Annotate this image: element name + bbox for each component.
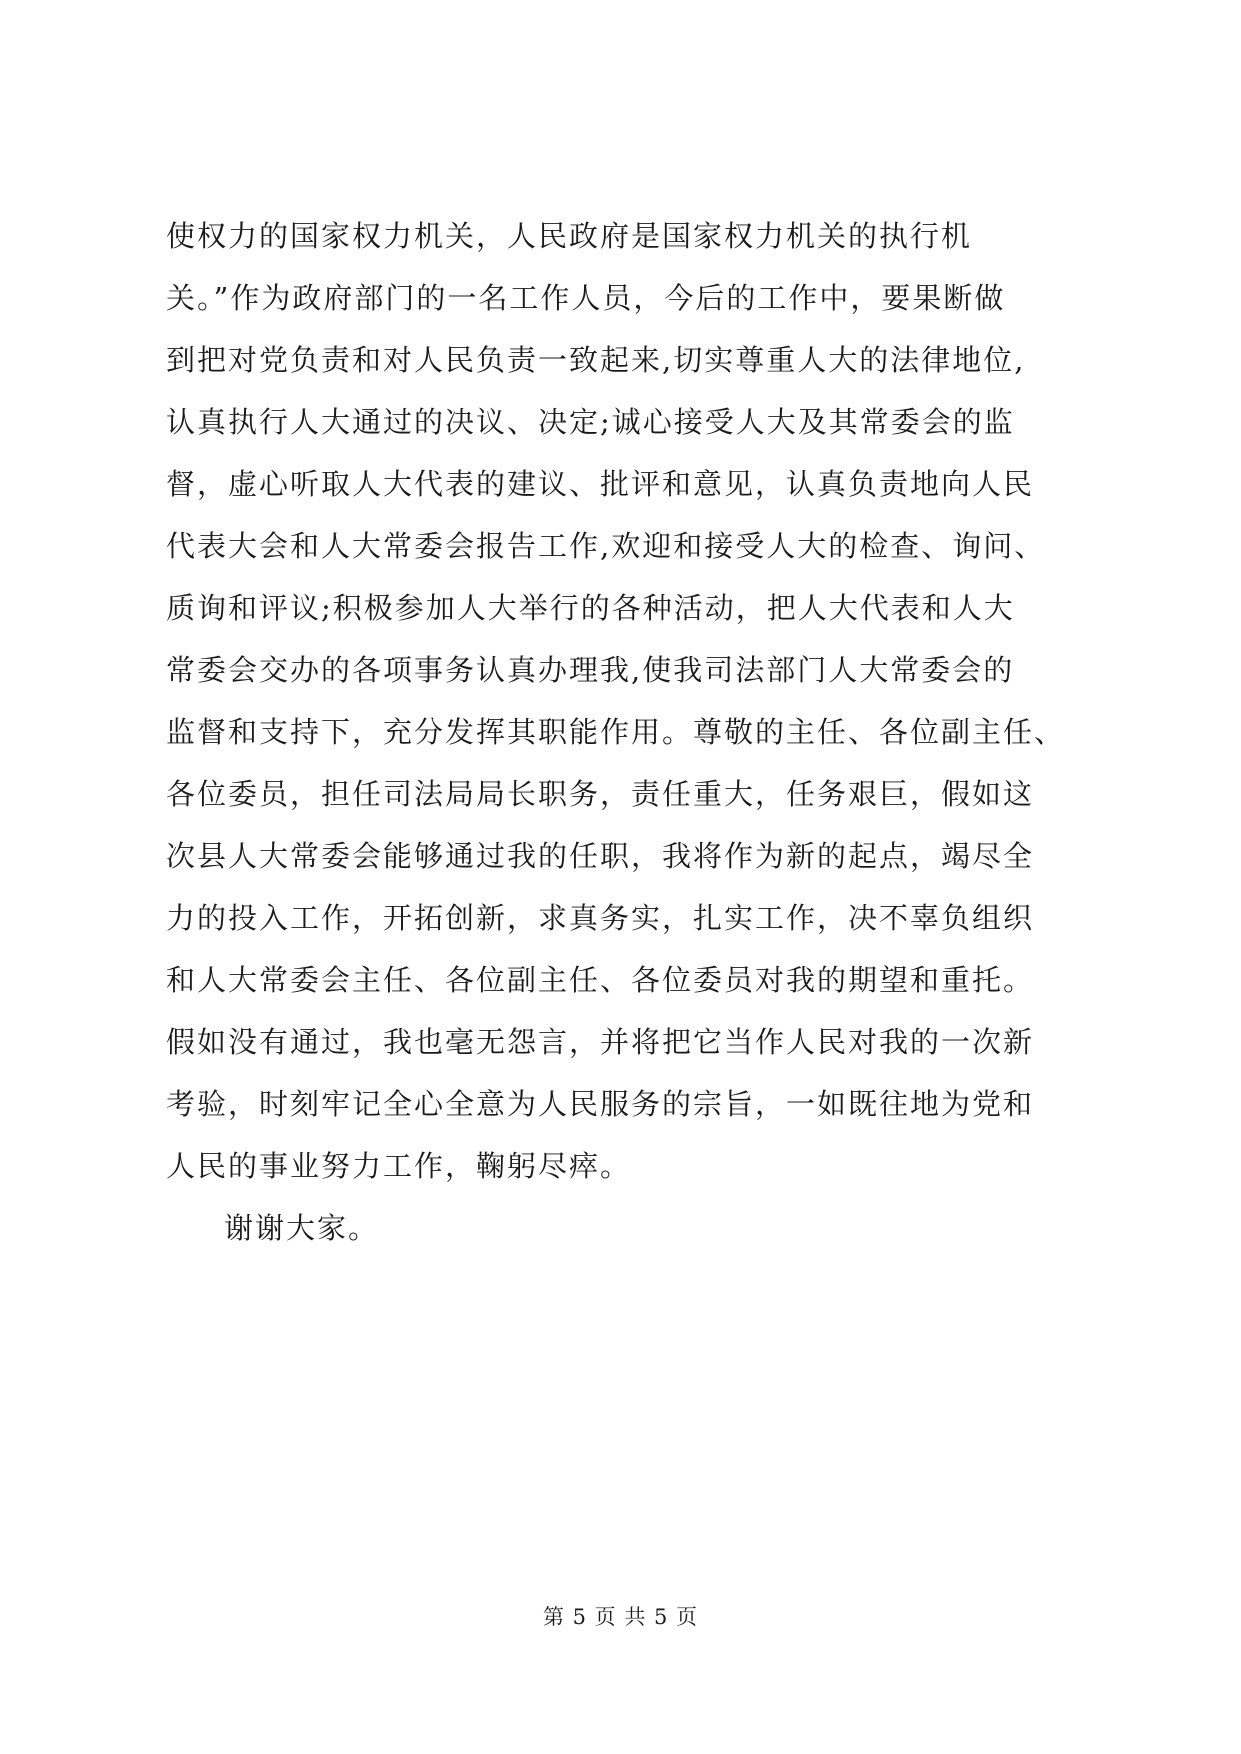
body-line: 次县人大常委会能够通过我的任职，我将作为新的起点，竭尽全 bbox=[166, 839, 1035, 873]
body-line: 考验，时刻牢记全心全意为人民服务的宗旨，一如既往地为党和 bbox=[166, 1087, 1035, 1121]
body-line: 力的投入工作，开拓创新，求真务实，扎实工作，决不辜负组织 bbox=[166, 901, 1035, 935]
body-line: 假如没有通过，我也毫无怨言，并将把它当作人民对我的一次新 bbox=[166, 1025, 1035, 1059]
body-line: 各位委员，担任司法局局长职务，责任重大，任务艰巨，假如这 bbox=[166, 777, 1035, 811]
body-line: 关。”作为政府部门的一名工作人员，今后的工作中，要果断做 bbox=[166, 281, 1006, 315]
body-line: 人民的事业努力工作，鞠躬尽瘁。 bbox=[166, 1149, 632, 1183]
body-line: 质询和评议;积极参加人大举行的各种活动，把人大代表和人大 bbox=[166, 591, 1015, 625]
body-text bbox=[166, 205, 1096, 1259]
body-line: 认真执行人大通过的决议、决定;诚心接受人大及其常委会的监 bbox=[166, 405, 1015, 439]
page-footer: 第 5 页 共 5 页 bbox=[542, 1605, 699, 1629]
closing-line: 谢谢大家。 bbox=[224, 1211, 380, 1245]
body-line: 监督和支持下，充分发挥其职能作用。尊敬的主任、各位副主任、 bbox=[166, 715, 1066, 749]
body-line: 到把对党负责和对人民负责一致起来,切实尊重人大的法律地位, bbox=[166, 343, 1026, 377]
body-line: 和人大常委会主任、各位副主任、各位委员对我的期望和重托。 bbox=[166, 963, 1035, 997]
body-line: 督，虚心听取人大代表的建议、批评和意见，认真负责地向人民 bbox=[166, 467, 1035, 501]
body-line: 常委会交办的各项事务认真办理我,使我司法部门人大常委会的 bbox=[166, 653, 1015, 687]
body-line: 代表大会和人大常委会报告工作,欢迎和接受人大的检查、询问、 bbox=[166, 529, 1046, 563]
body-line: 使权力的国家权力机关，人民政府是国家权力机关的执行机 bbox=[166, 219, 973, 253]
